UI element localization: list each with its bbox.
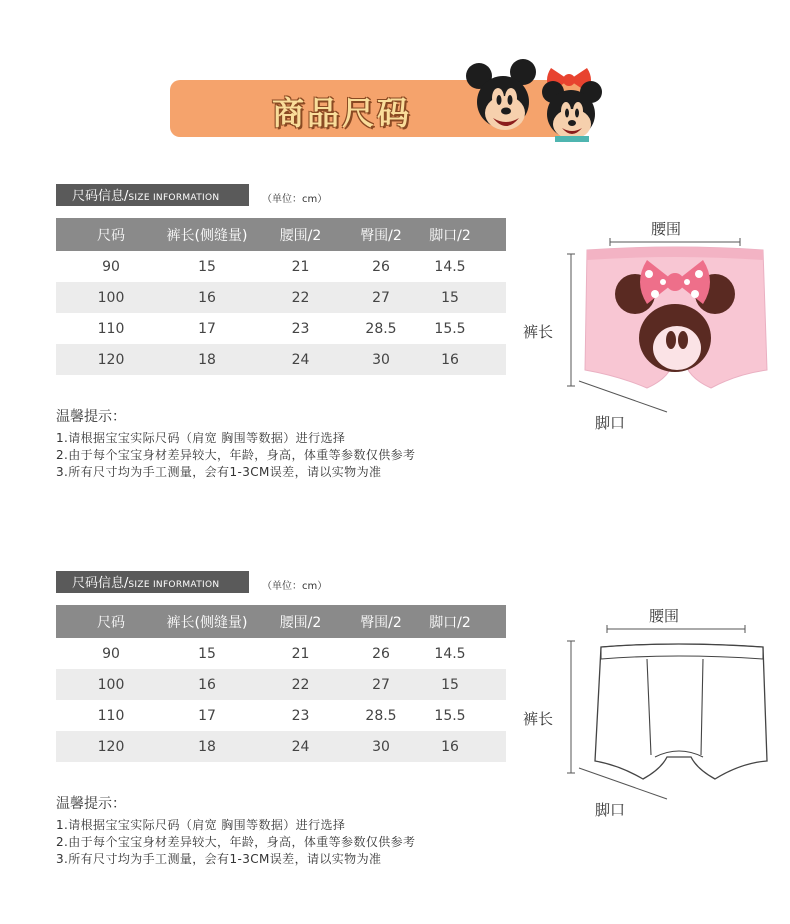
table-cell: 18 bbox=[166, 731, 248, 762]
header-hip: 臀围/2 bbox=[353, 605, 409, 638]
tips-title: 温馨提示： bbox=[56, 409, 126, 425]
header-size: 尺码 bbox=[56, 605, 166, 638]
table-cell-spacer bbox=[491, 669, 506, 700]
table-cell: 18 bbox=[166, 344, 248, 375]
length-label: 裤长 bbox=[523, 323, 554, 341]
tip-item: 3.所有尺寸均为手工测量，会有1-3CM误差，请以实物为准 bbox=[56, 852, 382, 866]
tip-item: 2.由于每个宝宝身材差异较大，年龄，身高，体重等参数仅供参考 bbox=[56, 835, 416, 849]
table-cell: 100 bbox=[56, 282, 166, 313]
table-row bbox=[56, 282, 506, 313]
header-waist: 腰围/2 bbox=[248, 218, 353, 251]
header-waist: 腰围/2 bbox=[248, 605, 353, 638]
table-cell: 100 bbox=[56, 669, 166, 700]
table-header-row bbox=[56, 218, 506, 251]
table-cell-spacer bbox=[491, 700, 506, 731]
table-row bbox=[56, 313, 506, 344]
size-info-label-cn: 尺码信息/ bbox=[72, 576, 129, 591]
table-cell: 110 bbox=[56, 313, 166, 344]
tips-title: 温馨提示： bbox=[56, 796, 126, 812]
size-table bbox=[56, 218, 506, 375]
header-length: 裤长(侧缝量) bbox=[166, 218, 248, 251]
table-cell: 23 bbox=[248, 700, 353, 731]
tips-list bbox=[56, 817, 415, 868]
leg-label: 脚口 bbox=[595, 414, 626, 432]
table-row bbox=[56, 669, 506, 700]
table-cell: 17 bbox=[166, 700, 248, 731]
header-spacer bbox=[491, 605, 506, 638]
table-cell-spacer bbox=[491, 638, 506, 669]
unit-note: （单位：cm） bbox=[262, 581, 328, 592]
header-hip: 臀围/2 bbox=[353, 218, 409, 251]
table-row bbox=[56, 731, 506, 762]
tip-item: 2.由于每个宝宝身材差异较大，年龄，身高，体重等参数仅供参考 bbox=[56, 448, 416, 462]
mickey-minnie-icon bbox=[465, 58, 615, 142]
table-cell-spacer bbox=[491, 313, 506, 344]
table-cell-spacer bbox=[491, 344, 506, 375]
tip-item: 1.请根据宝宝实际尺码（肩宽 胸围等数据）进行选择 bbox=[56, 818, 346, 832]
table-row bbox=[56, 251, 506, 282]
header-size: 尺码 bbox=[56, 218, 166, 251]
table-cell: 90 bbox=[56, 251, 166, 282]
unit-note: （单位：cm） bbox=[262, 194, 328, 205]
table-cell: 15 bbox=[166, 251, 248, 282]
table-cell: 26 bbox=[353, 251, 409, 282]
table-row bbox=[56, 700, 506, 731]
table-row bbox=[56, 344, 506, 375]
leg-label: 脚口 bbox=[595, 801, 626, 819]
table-cell: 14.5 bbox=[409, 251, 491, 282]
table-cell: 16 bbox=[166, 669, 248, 700]
measurement-diagram-outline bbox=[515, 585, 790, 819]
outline-underwear-diagram-icon bbox=[515, 585, 790, 819]
table-cell: 110 bbox=[56, 700, 166, 731]
size-info-label-cn: 尺码信息/ bbox=[72, 189, 129, 204]
length-label: 裤长 bbox=[523, 710, 554, 728]
table-cell: 15.5 bbox=[409, 313, 491, 344]
banner bbox=[170, 80, 588, 137]
table-cell: 28.5 bbox=[353, 313, 409, 344]
table-cell: 24 bbox=[248, 731, 353, 762]
table-header-row bbox=[56, 605, 506, 638]
size-info-label-en: SIZE INFORMATION bbox=[128, 580, 220, 590]
table-cell: 15 bbox=[409, 669, 491, 700]
tips-list bbox=[56, 430, 415, 481]
size-section-2 bbox=[0, 571, 790, 911]
table-cell-spacer bbox=[491, 282, 506, 313]
table-cell-spacer bbox=[491, 731, 506, 762]
waist-label: 腰围 bbox=[649, 607, 680, 625]
size-info-label bbox=[56, 184, 249, 206]
table-cell: 22 bbox=[248, 669, 353, 700]
table-cell: 17 bbox=[166, 313, 248, 344]
measurement-diagram-pink bbox=[515, 198, 790, 432]
header-leg: 脚口/2 bbox=[409, 605, 491, 638]
table-cell: 30 bbox=[353, 731, 409, 762]
table-cell: 15 bbox=[409, 282, 491, 313]
table-cell: 24 bbox=[248, 344, 353, 375]
size-info-label-en: SIZE INFORMATION bbox=[128, 193, 220, 203]
size-section-1 bbox=[0, 184, 790, 524]
table-cell: 14.5 bbox=[409, 638, 491, 669]
header-leg: 脚口/2 bbox=[409, 218, 491, 251]
banner-title: 商品尺码 bbox=[272, 94, 413, 132]
table-cell: 23 bbox=[248, 313, 353, 344]
table-cell: 21 bbox=[248, 638, 353, 669]
table-cell: 90 bbox=[56, 638, 166, 669]
table-row bbox=[56, 638, 506, 669]
waist-label: 腰围 bbox=[651, 220, 682, 238]
table-cell: 120 bbox=[56, 344, 166, 375]
header-spacer bbox=[491, 218, 506, 251]
size-table bbox=[56, 605, 506, 762]
table-cell: 27 bbox=[353, 669, 409, 700]
pink-underwear-diagram-icon bbox=[515, 198, 790, 432]
table-cell: 15.5 bbox=[409, 700, 491, 731]
table-cell: 16 bbox=[166, 282, 248, 313]
tip-item: 3.所有尺寸均为手工测量，会有1-3CM误差，请以实物为准 bbox=[56, 465, 382, 479]
header-length: 裤长(侧缝量) bbox=[166, 605, 248, 638]
table-cell: 26 bbox=[353, 638, 409, 669]
table-cell: 30 bbox=[353, 344, 409, 375]
table-cell: 21 bbox=[248, 251, 353, 282]
table-cell: 120 bbox=[56, 731, 166, 762]
table-cell: 15 bbox=[166, 638, 248, 669]
table-cell: 28.5 bbox=[353, 700, 409, 731]
table-cell: 22 bbox=[248, 282, 353, 313]
size-info-label bbox=[56, 571, 249, 593]
tip-item: 1.请根据宝宝实际尺码（肩宽 胸围等数据）进行选择 bbox=[56, 431, 346, 445]
table-cell-spacer bbox=[491, 251, 506, 282]
table-cell: 16 bbox=[409, 731, 491, 762]
table-cell: 16 bbox=[409, 344, 491, 375]
table-cell: 27 bbox=[353, 282, 409, 313]
